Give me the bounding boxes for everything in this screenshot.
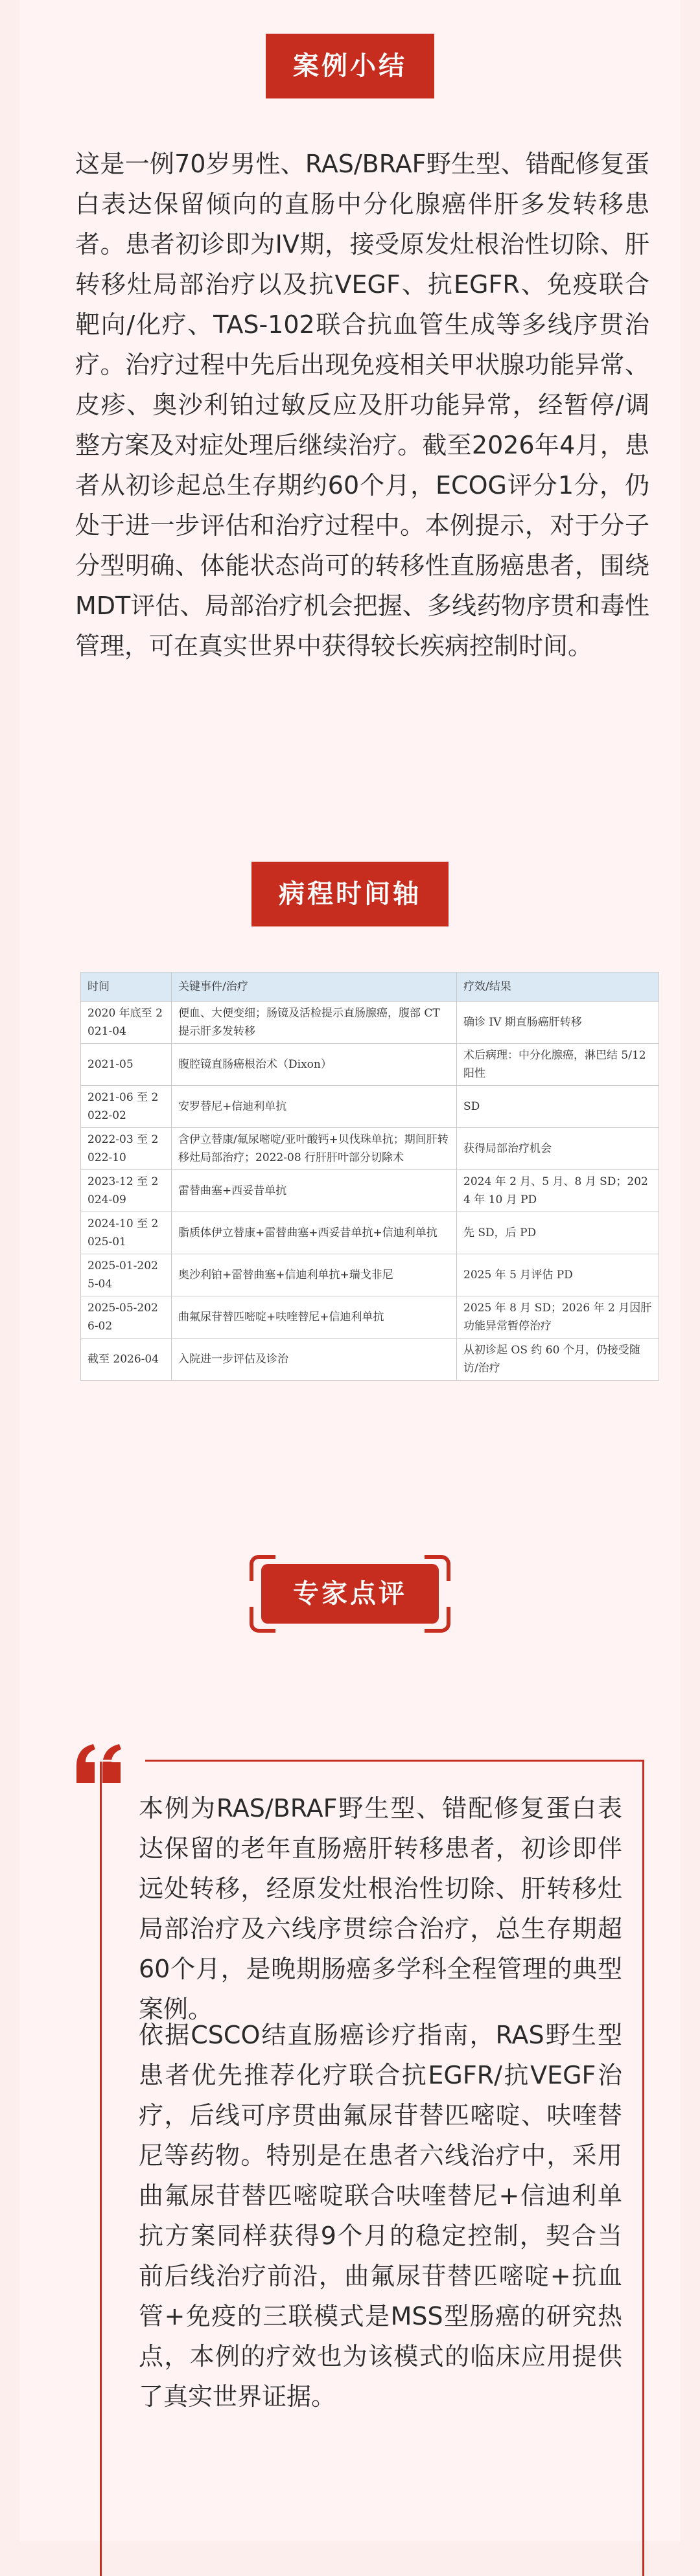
timeline-cell-time: 2020 年底至 2021-04 <box>81 1002 172 1044</box>
timeline-cell-event: 安罗替尼+信迪利单抗 <box>172 1086 457 1128</box>
timeline-row <box>81 1002 659 1044</box>
timeline-row <box>81 1086 659 1128</box>
timeline-cell-event: 入院进一步评估及诊治 <box>172 1339 457 1381</box>
timeline-cell-result: 获得局部治疗机会 <box>457 1128 659 1170</box>
timeline-header-time: 时间 <box>81 972 172 1002</box>
timeline-header-row <box>81 972 659 1002</box>
timeline-row <box>81 1128 659 1170</box>
timeline-cell-result: 2025 年 8 月 SD；2026 年 2 月因肝功能异常暂停治疗 <box>457 1296 659 1339</box>
timeline-cell-event: 曲氟尿苷替匹嘧啶+呋喹替尼+信迪利单抗 <box>172 1296 457 1339</box>
timeline-table <box>80 972 659 1381</box>
section-title-expert-frame <box>250 1555 450 1633</box>
timeline-row <box>81 1339 659 1381</box>
timeline-header-result: 疗效/结果 <box>457 972 659 1002</box>
article-page <box>19 0 681 2541</box>
case-summary-text: 这是一例70岁男性、RAS/BRAF野生型、错配修复蛋白表达保留倾向的直肠中分化腺癌伴肝多发转移患者。患者初诊即为IV期，接受原发灶根治性切除、肝转移灶局部治疗以及抗VEGF、抗EGFR、免疫联合靶向/化疗、TAS-102联合抗血管生成等多线序贯治疗。治疗过程中先后出现免疫相关甲状腺功能异常、皮疹、奥沙利铂过敏反应及肝功能异常，经暂停/调整方案及对症处理后继续治疗。截至2026年4月，患者从初诊起总生存期约60个月，ECOG评分1分，仍处于进一步评估和治疗过程中。本例提示，对于分子分型明确、体能状态尚可的转移性直肠癌患者，围绕MDT评估、局部治疗机会把握、多线药物序贯和毒性管理，可在真实世界中获得较长疾病控制时间。 <box>75 150 649 660</box>
timeline-cell-result: 从初诊起 OS 约 60 个月，仍接受随访/治疗 <box>457 1339 659 1381</box>
timeline-cell-time: 截至 2026-04 <box>81 1339 172 1381</box>
timeline-cell-result: SD <box>457 1086 659 1128</box>
timeline-row <box>81 1254 659 1296</box>
expert-paragraph-2: 依据CSCO结直肠癌诊疗指南，RAS野生型患者优先推荐化疗联合抗EGFR/抗VEGF治疗，后线可序贯曲氟尿苷替匹嘧啶、呋喹替尼等药物。特别是在患者六线治疗中，采用曲氟尿苷替匹嘧啶联合呋喹替尼+信迪利单抗方案同样获得9个月的稳定控制，契合当前后线治疗前沿，曲氟尿苷替匹嘧啶+抗血管+免疫的三联模式是MSS型肠癌的研究热点，本例的疗效也为该模式的临床应用提供了真实世界证据。 <box>139 2021 622 2411</box>
timeline-cell-time: 2021-06 至 2022-02 <box>81 1086 172 1128</box>
timeline-cell-time: 2022-03 至 2022-10 <box>81 1128 172 1170</box>
timeline-cell-result: 先 SD，后 PD <box>457 1212 659 1254</box>
timeline-cell-event: 奥沙利铂+雷替曲塞+信迪利单抗+瑞戈非尼 <box>172 1254 457 1296</box>
section-title-expert: 专家点评 <box>261 1564 439 1624</box>
timeline-row <box>81 1212 659 1254</box>
timeline-header-event: 关键事件/治疗 <box>172 972 457 1002</box>
timeline-row <box>81 1296 659 1339</box>
timeline-cell-event: 腹腔镜直肠癌根治术（Dixon） <box>172 1044 457 1086</box>
section-title-summary: 案例小结 <box>266 34 434 98</box>
timeline-cell-result: 术后病理：中分化腺癌，淋巴结 5/12 阳性 <box>457 1044 659 1086</box>
timeline-cell-event: 便血、大便变细；肠镜及活检提示直肠腺癌，腹部 CT 提示肝多发转移 <box>172 1002 457 1044</box>
timeline-cell-result: 2024 年 2 月、5 月、8 月 SD；2024 年 10 月 PD <box>457 1170 659 1212</box>
timeline-cell-time: 2023-12 至 2024-09 <box>81 1170 172 1212</box>
section-title-timeline: 病程时间轴 <box>251 862 449 926</box>
timeline-cell-event: 含伊立替康/氟尿嘧啶/亚叶酸钙+贝伐珠单抗；期间肝转移灶局部治疗；2022-08 行肝肝叶部分切除术 <box>172 1128 457 1170</box>
timeline-cell-time: 2024-10 至 2025-01 <box>81 1212 172 1254</box>
timeline-cell-result: 2025 年 5 月评估 PD <box>457 1254 659 1296</box>
timeline-row <box>81 1170 659 1212</box>
timeline-cell-time: 2025-05-2026-02 <box>81 1296 172 1339</box>
timeline-cell-event: 雷替曲塞+西妥昔单抗 <box>172 1170 457 1212</box>
timeline-cell-time: 2025-01-2025-04 <box>81 1254 172 1296</box>
timeline-row <box>81 1044 659 1086</box>
timeline-cell-time: 2021-05 <box>81 1044 172 1086</box>
timeline-cell-result: 确诊 IV 期直肠癌肝转移 <box>457 1002 659 1044</box>
timeline-body <box>81 1002 659 1381</box>
timeline-cell-event: 脂质体伊立替康+雷替曲塞+西妥昔单抗+信迪利单抗 <box>172 1212 457 1254</box>
expert-paragraph-1: 本例为RAS/BRAF野生型、错配修复蛋白表达保留的老年直肠癌肝转移患者，初诊即伴远处转移，经原发灶根治性切除、肝转移灶局部治疗及六线序贯综合治疗，总生存期超60个月，是晚期肠癌多学科全程管理的典型案例。 <box>139 1794 622 2023</box>
comment-box-gap <box>100 1760 145 1762</box>
